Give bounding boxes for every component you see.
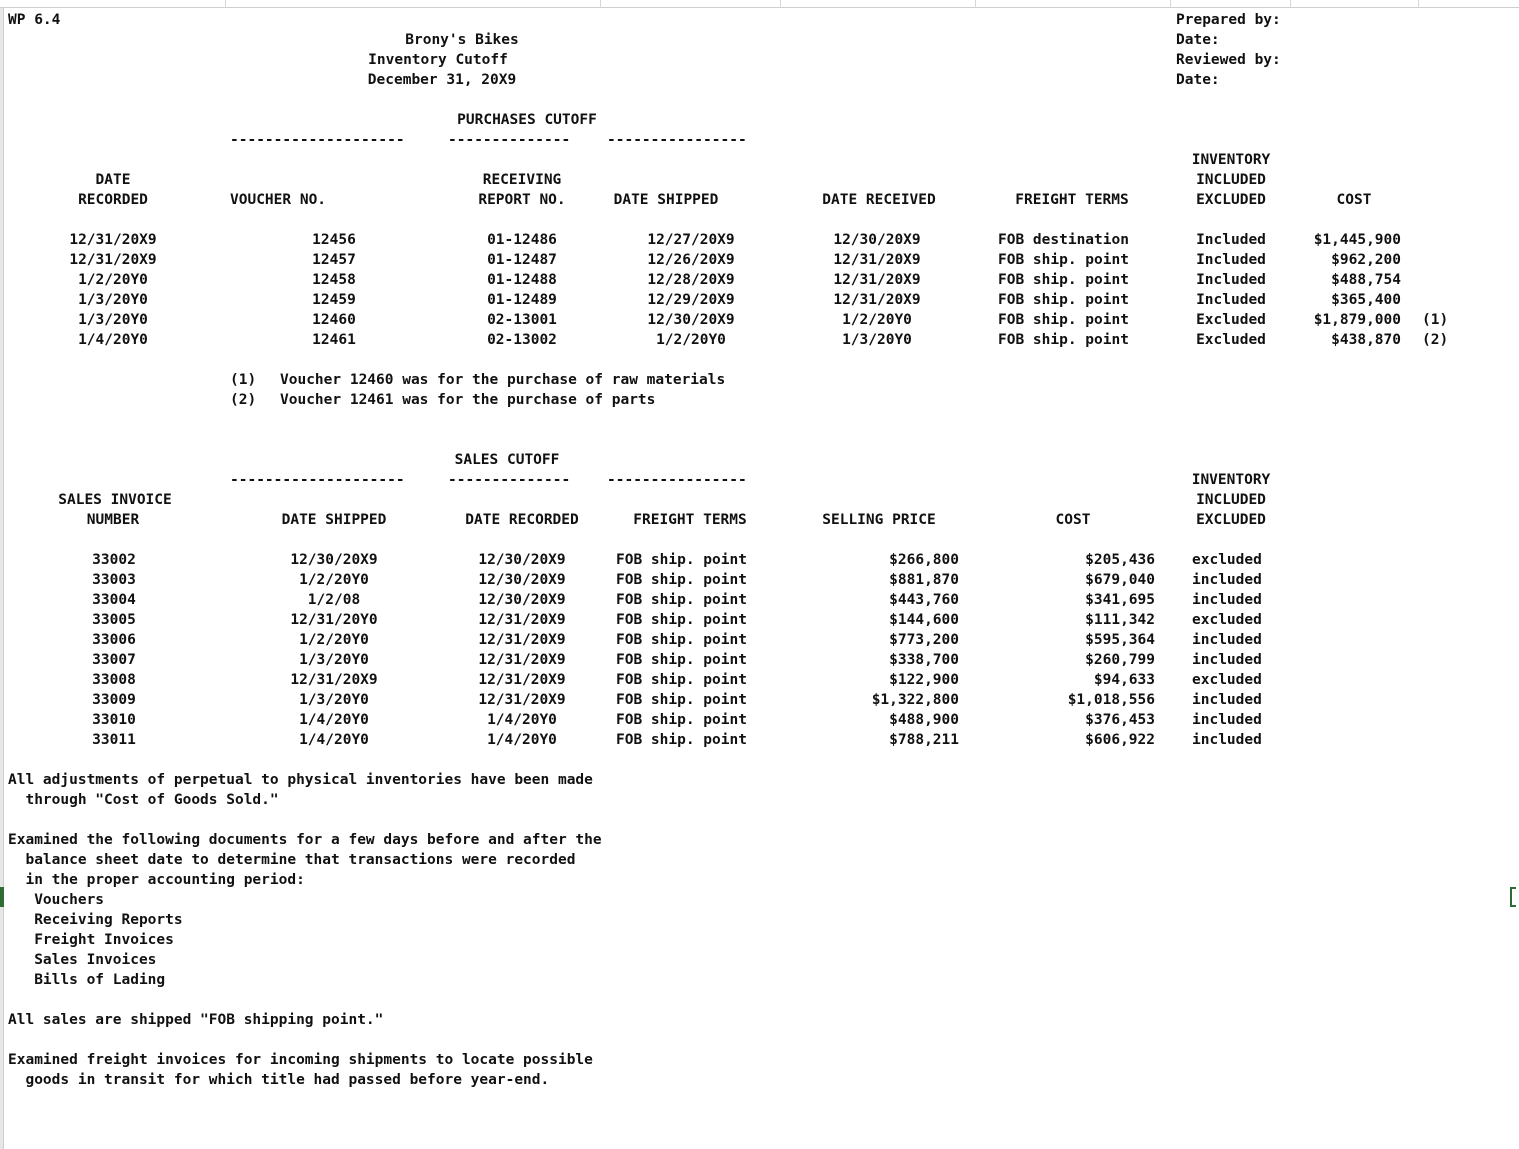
sales-terms: FOB ship. point xyxy=(616,632,747,648)
note-examined-item: Bills of Lading xyxy=(8,972,166,988)
note-fob-line: All sales are shipped "FOB shipping point." xyxy=(8,1012,384,1028)
sales-shipped: 1/4/20Y0 xyxy=(299,732,369,748)
purchases-note-ref: (1) xyxy=(1422,312,1449,328)
purchases-report: 02-13001 xyxy=(487,312,557,328)
company-name: Brony's Bikes xyxy=(405,32,519,48)
sales-cost: $260,799 xyxy=(1085,652,1155,668)
report-title: Inventory Cutoff xyxy=(368,52,508,68)
note-examined-line: Examined the following documents for a few days before and after the xyxy=(8,832,602,848)
sales-invoice: 33004 xyxy=(92,592,136,608)
note-freight-line: goods in transit for which title had passed before year-end. xyxy=(8,1072,550,1088)
sales-invoice: 33011 xyxy=(92,732,136,748)
purchases-recorded-header: RECORDED xyxy=(78,192,148,208)
purchases-received: 1/3/20Y0 xyxy=(842,332,912,348)
purchases-shipped: 12/28/20X9 xyxy=(647,272,735,288)
purchases-voucher: 12460 xyxy=(312,312,356,328)
sales-recorded: 1/4/20Y0 xyxy=(487,732,557,748)
purchases-report: 02-13002 xyxy=(487,332,557,348)
sales-section-title: SALES CUTOFF xyxy=(454,452,560,468)
purchases-cost: $365,400 xyxy=(1331,292,1401,308)
sales-terms: FOB ship. point xyxy=(616,612,747,628)
purchases-underline-1: -------------------- xyxy=(230,132,405,148)
sales-cost: $205,436 xyxy=(1085,552,1155,568)
purchases-inventory: Excluded xyxy=(1196,312,1266,328)
note-adjustments-line: All adjustments of perpetual to physical inventories have been made xyxy=(8,772,593,788)
sales-shipped: 12/31/20X9 xyxy=(290,672,378,688)
sales-recorded: 1/4/20Y0 xyxy=(487,712,557,728)
row-header-strip xyxy=(0,8,4,1149)
footnote-mark: (2) xyxy=(230,392,257,408)
sales-cost: $679,040 xyxy=(1085,572,1155,588)
column-divider xyxy=(1418,0,1419,8)
sales-recorded: 12/30/20X9 xyxy=(478,552,566,568)
sales-recorded-header: DATE RECORDED xyxy=(465,512,579,528)
column-divider xyxy=(225,0,226,8)
sales-shipped-header: DATE SHIPPED xyxy=(281,512,387,528)
sales-terms: FOB ship. point xyxy=(616,712,747,728)
purchases-terms: FOB ship. point xyxy=(998,332,1129,348)
sales-shipped: 1/3/20Y0 xyxy=(299,692,369,708)
purchases-terms: FOB ship. point xyxy=(998,292,1129,308)
sales-terms: FOB ship. point xyxy=(616,692,747,708)
purchases-receiving-header: RECEIVING xyxy=(482,172,562,188)
purchases-inventory: Excluded xyxy=(1196,332,1266,348)
sales-recorded: 12/31/20X9 xyxy=(478,652,566,668)
prepared-date-label: Date: xyxy=(1176,32,1220,48)
prepared-by-label: Prepared by: xyxy=(1176,12,1281,28)
sales-shipped: 12/30/20X9 xyxy=(290,552,378,568)
sales-underline-1: -------------------- xyxy=(230,472,405,488)
sales-inventory: included xyxy=(1192,652,1262,668)
purchases-inventory: Included xyxy=(1196,292,1266,308)
column-divider xyxy=(780,0,781,8)
purchases-received: 12/31/20X9 xyxy=(833,292,921,308)
purchases-date-recorded: 12/31/20X9 xyxy=(69,252,157,268)
sales-invoice: 33008 xyxy=(92,672,136,688)
sales-price: $773,200 xyxy=(889,632,959,648)
note-adjustments-line: through "Cost of Goods Sold." xyxy=(8,792,279,808)
sales-underline-3: ---------------- xyxy=(607,472,747,488)
purchases-shipped: 1/2/20Y0 xyxy=(656,332,726,348)
sales-shipped: 1/3/20Y0 xyxy=(299,652,369,668)
sales-recorded: 12/30/20X9 xyxy=(478,572,566,588)
sales-recorded: 12/31/20X9 xyxy=(478,632,566,648)
sales-cost: $1,018,556 xyxy=(1067,692,1155,708)
selected-row-marker[interactable] xyxy=(0,887,4,907)
purchases-report: 01-12488 xyxy=(487,272,557,288)
sales-price: $144,600 xyxy=(889,612,959,628)
sales-cost: $94,633 xyxy=(1093,672,1155,688)
sales-inventory-header: INVENTORY xyxy=(1191,472,1271,488)
sales-included-header: INCLUDED xyxy=(1196,492,1266,508)
sales-price: $788,211 xyxy=(889,732,959,748)
purchases-shipped: 12/29/20X9 xyxy=(647,292,735,308)
purchases-voucher: 12457 xyxy=(312,252,356,268)
sales-cost-header: COST xyxy=(1055,512,1091,528)
purchases-terms: FOB ship. point xyxy=(998,272,1129,288)
purchases-shipped: 12/30/20X9 xyxy=(647,312,735,328)
sales-cost: $376,453 xyxy=(1085,712,1155,728)
sales-invoice: 33002 xyxy=(92,552,136,568)
sales-invoice: 33005 xyxy=(92,612,136,628)
sales-terms: FOB ship. point xyxy=(616,572,747,588)
sales-recorded: 12/31/20X9 xyxy=(478,692,566,708)
purchases-inventory: Included xyxy=(1196,272,1266,288)
purchases-voucher: 12456 xyxy=(312,232,356,248)
workpaper-id: WP 6.4 xyxy=(8,12,61,28)
note-examined-line: balance sheet date to determine that transactions were recorded xyxy=(8,852,576,868)
purchases-voucher-header: VOUCHER NO. xyxy=(230,192,327,208)
purchases-section-title: PURCHASES CUTOFF xyxy=(457,112,597,128)
purchases-inventory-header: INVENTORY xyxy=(1191,152,1271,168)
sales-cost: $341,695 xyxy=(1085,592,1155,608)
reviewed-date-label: Date: xyxy=(1176,72,1220,88)
sales-recorded: 12/30/20X9 xyxy=(478,592,566,608)
note-examined-line: in the proper accounting period: xyxy=(8,872,305,888)
sales-underline-2: -------------- xyxy=(448,472,571,488)
purchases-report: 01-12487 xyxy=(487,252,557,268)
purchases-cost: $1,879,000 xyxy=(1313,312,1401,328)
purchases-terms-header: FREIGHT TERMS xyxy=(1015,192,1129,208)
purchases-received: 12/31/20X9 xyxy=(833,252,921,268)
purchases-date-recorded: 1/4/20Y0 xyxy=(78,332,148,348)
sales-invoice: 33007 xyxy=(92,652,136,668)
sales-terms: FOB ship. point xyxy=(616,552,747,568)
purchases-inventory: Included xyxy=(1196,232,1266,248)
footnote-mark: (1) xyxy=(230,372,257,388)
purchases-underline-3: ---------------- xyxy=(607,132,747,148)
sales-price: $881,870 xyxy=(889,572,959,588)
purchases-report: 01-12486 xyxy=(487,232,557,248)
sales-inventory: included xyxy=(1192,712,1262,728)
purchases-cost-header: COST xyxy=(1336,192,1372,208)
purchases-received: 12/31/20X9 xyxy=(833,272,921,288)
sales-price: $338,700 xyxy=(889,652,959,668)
sales-invoice: 33003 xyxy=(92,572,136,588)
purchases-voucher: 12461 xyxy=(312,332,356,348)
column-divider xyxy=(1290,0,1291,8)
purchases-received: 1/2/20Y0 xyxy=(842,312,912,328)
sales-cost: $606,922 xyxy=(1085,732,1155,748)
sales-terms-header: FREIGHT TERMS xyxy=(633,512,747,528)
sales-cost: $595,364 xyxy=(1085,632,1155,648)
sales-shipped: 12/31/20Y0 xyxy=(290,612,378,628)
purchases-report: 01-12489 xyxy=(487,292,557,308)
purchases-included-header: INCLUDED xyxy=(1196,172,1266,188)
sales-price: $443,760 xyxy=(889,592,959,608)
sales-shipped: 1/2/08 xyxy=(307,592,361,608)
purchases-shipped: 12/26/20X9 xyxy=(647,252,735,268)
sales-inventory: included xyxy=(1192,692,1262,708)
sales-recorded: 12/31/20X9 xyxy=(478,612,566,628)
sales-shipped: 1/2/20Y0 xyxy=(299,632,369,648)
purchases-cost: $488,754 xyxy=(1331,272,1401,288)
sales-terms: FOB ship. point xyxy=(616,652,747,668)
purchases-excluded-header: EXCLUDED xyxy=(1196,192,1266,208)
note-examined-item: Freight Invoices xyxy=(8,932,174,948)
purchases-date-header: DATE xyxy=(95,172,131,188)
report-date: December 31, 20X9 xyxy=(367,72,517,88)
sales-price-header: SELLING PRICE xyxy=(822,512,936,528)
sales-inventory: included xyxy=(1192,732,1262,748)
sales-terms: FOB ship. point xyxy=(616,592,747,608)
purchases-voucher: 12459 xyxy=(312,292,356,308)
sales-invoice: 33006 xyxy=(92,632,136,648)
sales-price: $266,800 xyxy=(889,552,959,568)
sales-inventory: included xyxy=(1192,592,1262,608)
sales-recorded: 12/31/20X9 xyxy=(478,672,566,688)
note-examined-item: Receiving Reports xyxy=(8,912,183,928)
purchases-note-ref: (2) xyxy=(1422,332,1449,348)
sales-inventory: excluded xyxy=(1192,552,1262,568)
note-freight-line: Examined freight invoices for incoming shipments to locate possible xyxy=(8,1052,593,1068)
column-divider xyxy=(600,0,601,8)
note-examined-item: Vouchers xyxy=(8,892,105,908)
sales-price: $122,900 xyxy=(889,672,959,688)
purchases-terms: FOB destination xyxy=(998,232,1129,248)
sales-price: $488,900 xyxy=(889,712,959,728)
purchases-inventory: Included xyxy=(1196,252,1266,268)
purchases-date-recorded: 1/2/20Y0 xyxy=(78,272,148,288)
sales-inventory: excluded xyxy=(1192,612,1262,628)
sales-invoice: 33009 xyxy=(92,692,136,708)
sales-invoice-header: SALES INVOICE xyxy=(58,492,172,508)
purchases-shipped: 12/27/20X9 xyxy=(647,232,735,248)
purchases-cost: $962,200 xyxy=(1331,252,1401,268)
sales-invoice: 33010 xyxy=(92,712,136,728)
sales-price: $1,322,800 xyxy=(871,692,959,708)
sales-number-header: NUMBER xyxy=(86,512,140,528)
column-divider xyxy=(1170,0,1171,8)
purchases-underline-2: -------------- xyxy=(448,132,571,148)
purchases-cost: $438,870 xyxy=(1331,332,1401,348)
purchases-received-header: DATE RECEIVED xyxy=(822,192,936,208)
sales-shipped: 1/4/20Y0 xyxy=(299,712,369,728)
sales-cost: $111,342 xyxy=(1085,612,1155,628)
purchases-received: 12/30/20X9 xyxy=(833,232,921,248)
purchases-date-recorded: 1/3/20Y0 xyxy=(78,312,148,328)
purchases-terms: FOB ship. point xyxy=(998,252,1129,268)
column-divider xyxy=(975,0,976,8)
purchases-date-recorded: 1/3/20Y0 xyxy=(78,292,148,308)
sales-terms: FOB ship. point xyxy=(616,672,747,688)
sales-inventory: excluded xyxy=(1192,672,1262,688)
sales-inventory: included xyxy=(1192,632,1262,648)
footnote-text: Voucher 12461 was for the purchase of parts xyxy=(280,392,656,408)
column-header-strip xyxy=(0,0,1519,8)
sales-excluded-header: EXCLUDED xyxy=(1196,512,1266,528)
sales-shipped: 1/2/20Y0 xyxy=(299,572,369,588)
note-examined-item: Sales Invoices xyxy=(8,952,157,968)
purchases-cost: $1,445,900 xyxy=(1313,232,1401,248)
purchases-voucher: 12458 xyxy=(312,272,356,288)
purchases-date-recorded: 12/31/20X9 xyxy=(69,232,157,248)
purchases-shipped-header: DATE SHIPPED xyxy=(613,192,719,208)
sales-terms: FOB ship. point xyxy=(616,732,747,748)
purchases-report-header: REPORT NO. xyxy=(478,192,566,208)
selected-cell-edge[interactable] xyxy=(1510,887,1516,907)
purchases-terms: FOB ship. point xyxy=(998,312,1129,328)
reviewed-by-label: Reviewed by: xyxy=(1176,52,1281,68)
sales-inventory: included xyxy=(1192,572,1262,588)
footnote-text: Voucher 12460 was for the purchase of raw materials xyxy=(280,372,726,388)
